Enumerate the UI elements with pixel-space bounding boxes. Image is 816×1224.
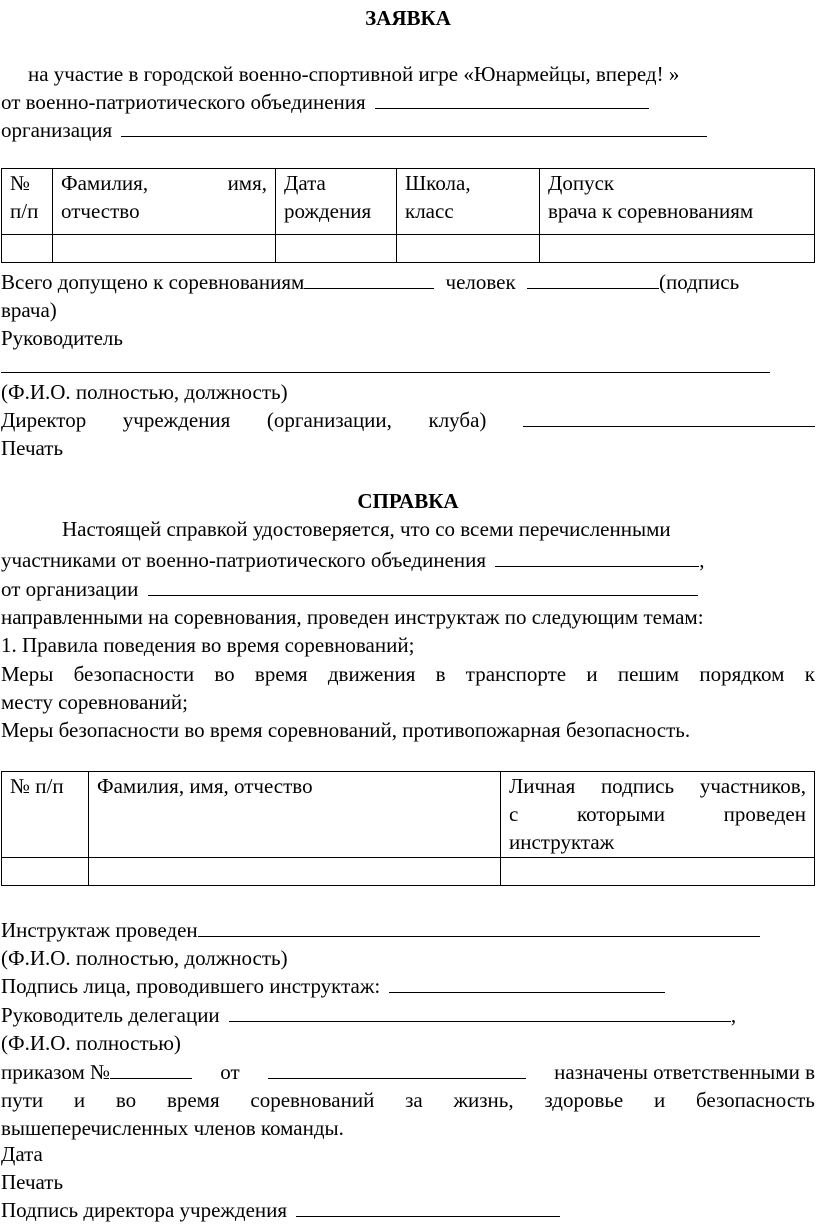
head-signature-blank[interactable] bbox=[1, 372, 770, 373]
col-signature-header: Личная подпись участников, с которыми проведен инструктаж bbox=[501, 772, 815, 858]
certificate-unit-line: участниками от военно-патриотического объединения , bbox=[1, 548, 705, 572]
director-sign-line: Подпись директора учреждения bbox=[1, 1196, 560, 1224]
topic-item: Меры безопасности во время движения в транспорте и пешим порядком к bbox=[1, 662, 815, 686]
topic-item-cont: месту соревнований; bbox=[1, 690, 188, 714]
col-number-header: № п/п bbox=[2, 772, 89, 858]
date-label: Дата bbox=[1, 1142, 43, 1166]
instructor-fio-caption: (Ф.И.О. полностью, должность) bbox=[1, 946, 288, 970]
organization-unit-label: от военно-патриотического объединения bbox=[1, 90, 366, 114]
total-admitted-blank[interactable] bbox=[304, 268, 434, 289]
col-name-header: Фамилия, имя, отчество bbox=[53, 169, 276, 235]
instructed-line: Инструктаж проведен bbox=[1, 916, 760, 944]
delegation-head-line: Руководитель делегации , bbox=[1, 1003, 737, 1027]
table-row bbox=[2, 235, 815, 263]
table-cell[interactable] bbox=[501, 858, 815, 886]
doctor-signature-blank[interactable] bbox=[527, 268, 659, 289]
table-cell[interactable] bbox=[540, 235, 815, 263]
director-sign-blank[interactable] bbox=[296, 1196, 560, 1217]
persons-label: человек bbox=[445, 270, 516, 294]
instructed-blank[interactable] bbox=[198, 916, 760, 937]
stamp-label: Печать bbox=[1, 1170, 64, 1194]
certificate-text: направленными на соревнования, проведен инструктаж по следующим темам: bbox=[1, 605, 704, 629]
table-cell[interactable] bbox=[276, 235, 397, 263]
head-label: Руководитель bbox=[1, 326, 123, 350]
col-school-header: Школа, класс bbox=[397, 169, 540, 235]
organization-blank[interactable] bbox=[121, 116, 707, 137]
organization-unit-blank[interactable] bbox=[375, 88, 649, 109]
doctor-signature-label-cont: врача) bbox=[1, 298, 57, 322]
responsibility-line: пути и во время соревнований за жизнь, здоровье и безопасность bbox=[1, 1088, 815, 1112]
stamp-label: Печать bbox=[1, 436, 64, 460]
col-birthdate-header: Дата рождения bbox=[276, 169, 397, 235]
instructor-sign-line: Подпись лица, проводившего инструктаж: bbox=[1, 972, 665, 1000]
organization-label: организация bbox=[1, 118, 113, 142]
topic-item: 1. Правила поведения во время соревнований; bbox=[1, 633, 415, 657]
order-line: приказом № от назначены ответственными в bbox=[1, 1060, 815, 1084]
director-signature-blank[interactable] bbox=[523, 406, 815, 427]
table-cell[interactable] bbox=[2, 235, 53, 263]
head-fio-caption: (Ф.И.О. полностью, должность) bbox=[1, 380, 288, 404]
total-admitted-label: Всего допущено к соревнованиям bbox=[1, 270, 305, 294]
organization-line bbox=[1, 116, 707, 144]
certificate-org-blank[interactable] bbox=[148, 575, 698, 596]
delegation-fio-caption: (Ф.И.О. полностью) bbox=[1, 1031, 181, 1055]
instructor-sign-blank[interactable] bbox=[389, 972, 665, 993]
application-purpose: на участие в городской военно-спортивной игре «Юнармейцы, вперед! » bbox=[28, 62, 680, 86]
certificate-title: СПРАВКА bbox=[357, 489, 459, 513]
order-number-blank[interactable] bbox=[110, 1058, 192, 1079]
doctor-signature-label: (подпись bbox=[658, 270, 740, 294]
table-cell[interactable] bbox=[53, 235, 276, 263]
application-title: ЗАЯВКА bbox=[365, 6, 451, 30]
col-name-header: Фамилия, имя, отчество bbox=[89, 772, 501, 858]
table-cell[interactable] bbox=[89, 858, 501, 886]
table-header-row bbox=[2, 169, 815, 235]
certificate-org-line: от организации bbox=[1, 575, 698, 603]
table-cell[interactable] bbox=[2, 858, 89, 886]
responsibility-line-end: вышеперечисленных членов команды. bbox=[1, 1116, 344, 1140]
table-header-row bbox=[2, 772, 815, 858]
order-date-blank[interactable] bbox=[268, 1058, 526, 1079]
organization-unit-line bbox=[1, 88, 649, 116]
col-number-header: № п/п bbox=[2, 169, 53, 235]
col-doctor-header: Допуск врача к соревнованиям bbox=[540, 169, 815, 235]
director-line: Директор учреждения (организации, клуба) bbox=[1, 406, 815, 434]
delegation-head-blank[interactable] bbox=[229, 1001, 731, 1022]
certificate-unit-blank[interactable] bbox=[495, 546, 699, 567]
topic-item: Меры безопасности во время соревнований, противопожарная безопасность. bbox=[1, 718, 691, 742]
participants-table bbox=[1, 168, 815, 263]
instruction-table bbox=[1, 771, 815, 886]
certificate-text: Настоящей справкой удостоверяется, что со всеми перечисленными bbox=[62, 517, 671, 541]
table-cell[interactable] bbox=[397, 235, 540, 263]
table-row bbox=[2, 858, 815, 886]
total-admitted-line bbox=[1, 268, 739, 296]
